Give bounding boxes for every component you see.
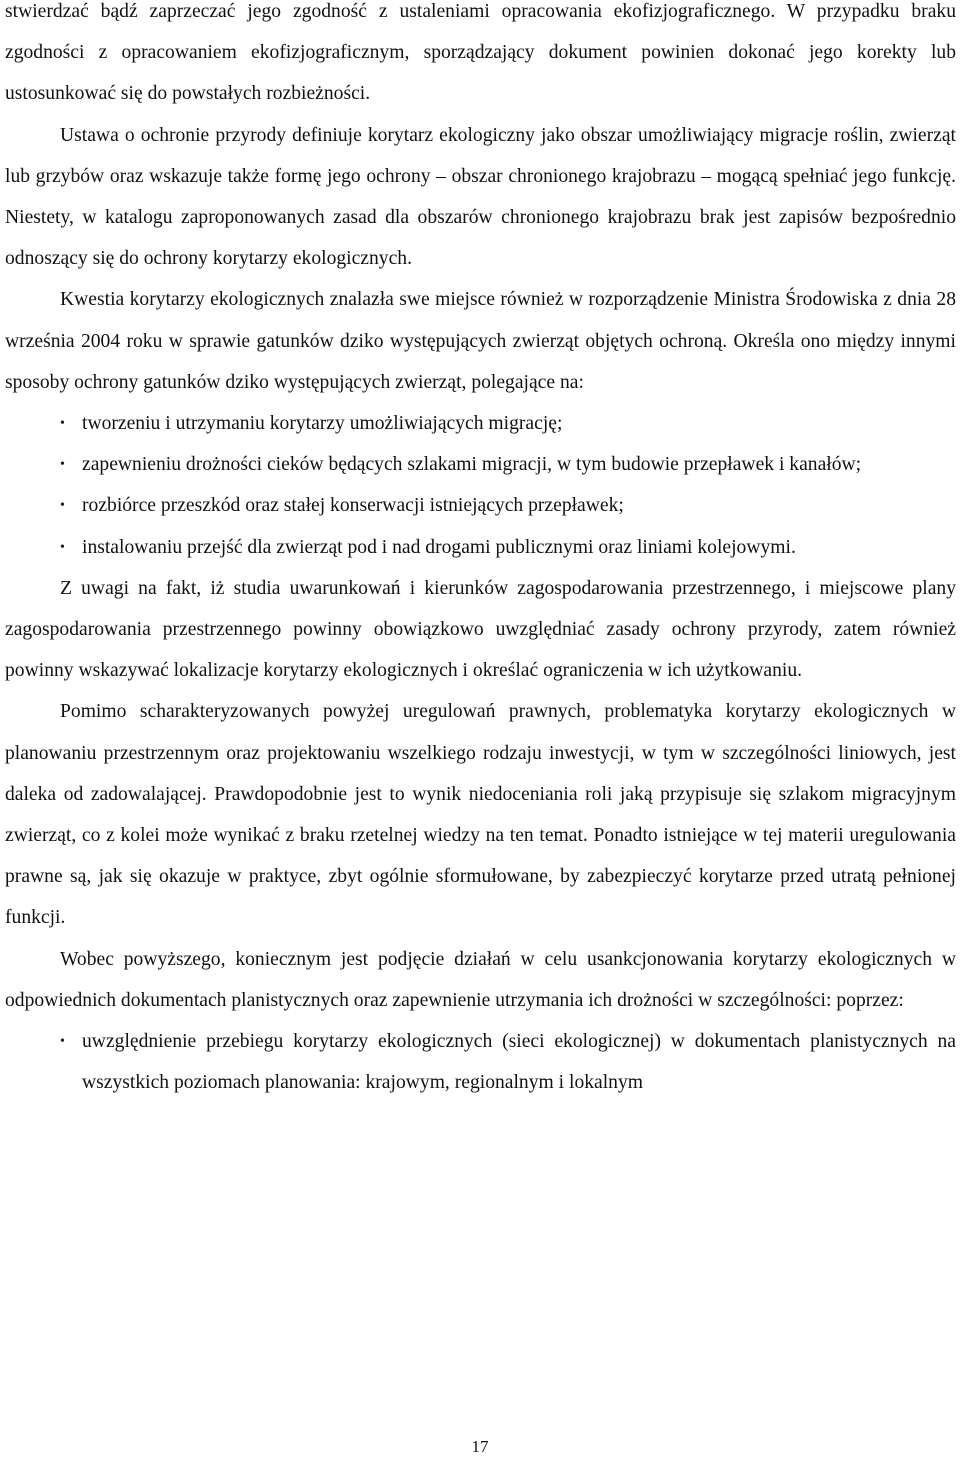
list-item-text: uwzględnienie przebiegu korytarzy ekologicznych (sieci ekologicznej) w dokumentach planistycznych na wszystkich poziomach planowania: krajowym, regionalnym i lokalnym bbox=[82, 1031, 956, 1094]
paragraph-wobec: Wobec powyższego, koniecznym jest podjęcie działań w celu usankcjonowania korytarzy ekologicznych w odpowiednich dokumentach planistycznych oraz zapewnienie utrzymania ich drożności w szczególności: poprzez: bbox=[5, 948, 956, 1011]
protection-methods-list bbox=[5, 403, 956, 568]
paragraph-kwestia: Kwestia korytarzy ekologicznych znalazła swe miejsce również w rozporządzenie Ministra Środowiska z dnia 28 września 2004 roku w sprawie gatunków dziko występujących zwierząt objętych ochroną. Określa ono między innymi sposoby ochrony gatunków dziko występujących zwierząt, polegające na: bbox=[5, 289, 956, 393]
paragraph-pomimo: Pomimo scharakteryzowanych powyżej uregulowań prawnych, problematyka korytarzy ekologicznych w planowaniu przestrzennym oraz projektowaniu wszelkiego rodzaju inwestycji, w tym w szczególności liniowych, jest daleka od zadowalającej. Prawdopodobnie jest to wynik niedoceniania roli jaką przypisuje się szlakom migracyjnym zwierząt, co z kolei może wynikać z braku rzetelnej wiedzy na ten temat. Ponadto istniejące w tej materii uregulowania prawne są, jak się okazuje w praktyce, zbyt ogólnie sformułowane, by zabezpieczyć korytarze przed utratą pełnionej funkcji. bbox=[5, 701, 956, 929]
list-item-text: zapewnieniu drożności cieków będących szlakami migracji, w tym budowie przepławek i kanałów; bbox=[82, 454, 862, 476]
list-item-text: tworzeniu i utrzymaniu korytarzy umożliwiających migrację; bbox=[82, 413, 563, 435]
paragraph-ustawa: Ustawa o ochronie przyrody definiuje korytarz ekologiczny jako obszar umożliwiający migracje roślin, zwierząt lub grzybów oraz wskazuje także formę jego ochrony – obszar chronionego krajobrazu – mogącą spełniać jego funkcję. Niestety, w katalogu zaproponowanych zasad dla obszarów chronionego krajobrazu brak jest zapisów bezpośrednio odnoszący się do ochrony korytarzy ekologicznych. bbox=[5, 124, 956, 270]
list-item bbox=[5, 1021, 956, 1103]
bullet-icon: • bbox=[60, 498, 65, 514]
list-item-text: instalowaniu przejść dla zwierząt pod i nad drogami publicznymi oraz liniami kolejowymi. bbox=[82, 536, 796, 558]
page-number: 17 bbox=[471, 1437, 489, 1456]
actions-list bbox=[5, 1021, 956, 1103]
list-item bbox=[5, 403, 956, 444]
bullet-icon: • bbox=[60, 416, 65, 432]
bullet-icon: • bbox=[60, 539, 65, 555]
list-item-text: rozbiórce przeszkód oraz stałej konserwacji istniejących przepławek; bbox=[82, 495, 624, 517]
list-item bbox=[5, 527, 956, 568]
bullet-icon: • bbox=[60, 457, 65, 473]
bullet-icon: • bbox=[60, 1034, 65, 1050]
list-item bbox=[5, 444, 956, 485]
paragraph-continuation: stwierdzać bądź zaprzeczać jego zgodność z ustaleniami opracowania ekofizjograficznego. W przypadku braku zgodności z opracowaniem ekofizjograficznym, sporządzający dokument powinien dokonać jego korekty lub ustosunkować się do powstałych rozbieżności. bbox=[5, 1, 956, 105]
paragraph-z-uwagi: Z uwagi na fakt, iż studia uwarunkowań i kierunków zagospodarowania przestrzennego, i miejscowe plany zagospodarowania przestrzennego powinny obowiązkowo uwzględniać zasady ochrony przyrody, zatem również powinny wskazywać lokalizacje korytarzy ekologicznych i określać ograniczenia w ich użytkowaniu. bbox=[5, 577, 956, 682]
list-item bbox=[5, 485, 956, 526]
